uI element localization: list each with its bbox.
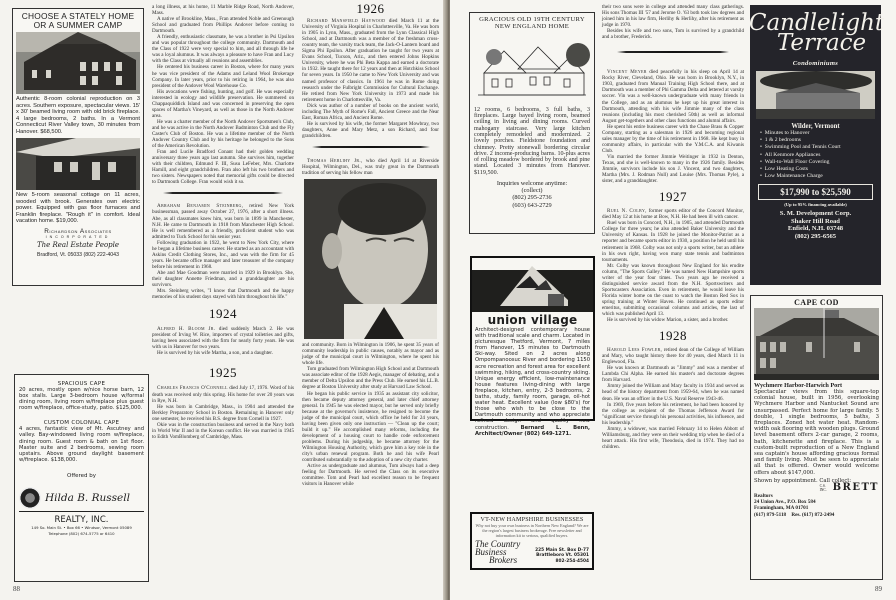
page-number-right: 89 <box>875 585 882 593</box>
feature-item: • 1 & 2 bedrooms <box>760 137 875 144</box>
cape-description: Spectacular views from this square-top colonial house, built in 1956, overlooking Wychmere Harbor and Nantucket Sound are unsurpassed. Perfect home for large family. 5 double, 1 single bedrooms, 5 baths, 3 fireplaces. Zoned hot water heat. Random-width oak flooring with wooden plugs. Ground level basement offers 2-car garage, 2 rooms, bath, kitchenette and fireplace. This is a custom-built reproduction of a New England sea captain's house affording gracious formal and family living. Must be seen to appreciate all that is offered. Owner would welcome offers about $147,000. <box>754 389 879 476</box>
developer-name: S. M. Development Corp. <box>779 210 852 218</box>
condominiums-label: Condominiums <box>792 60 839 67</box>
obituary-column-1 <box>152 4 294 440</box>
conant-continued-3: A friendly, enthusiastic classmate, he was a brother in Psi Upsilon and was popular throughout the college community. Dartmouth and the Class of 1922 were very special to him, and all through life he was a loyal alumnus. It was always a pleasure to have Fran and Lucy with the Class at virtually all reunions and assemblies. <box>152 34 294 65</box>
firm-name: Richardson Associates <box>44 227 112 235</box>
listing-spacious-cape: 20 acres, mostly open w/nice horse barn, 12 box stalls. Large 3-bedroom house w/formal dining room, living room w/fireplace plus guest room w/fireplace, office-study, patio. $125,000. <box>19 387 144 412</box>
union-contact: Bernard L. Benn, Architect/Owner (802) 649-1271. <box>475 424 590 437</box>
colby-text-1: former sports editor of the Concord Monitor, died May 12 at his home at Bow, N.H. He had been ill with cancer. <box>602 208 744 221</box>
conant-continued-1: a long illness, at his home, 11 Marble Ridge Road, North Andover, Mass. <box>152 4 294 17</box>
union-village-description <box>472 327 593 437</box>
class-year-1926: 1926 <box>356 1 385 16</box>
ad-country-business-brokers <box>470 512 594 570</box>
house-photo-icon <box>16 32 140 94</box>
firm-suffix: INCORPORATED <box>45 234 111 239</box>
developer-street: Shaker Hill Road <box>791 217 840 225</box>
feature-item: • Low Maintenance Charge <box>760 173 875 180</box>
union-village-title: union village <box>487 313 578 327</box>
brett-phones: (617) 879-5118 Res. (617) 872-2494 <box>754 511 835 518</box>
ad-hilda-russell-realty <box>14 374 149 582</box>
obituary-column-2 <box>302 1 439 488</box>
bloom-name: Alfred H. Bloom Jr. <box>157 326 216 333</box>
firm-tagline: The Real Estate People <box>36 240 120 249</box>
steinberg-name: Abraham Benjamin Steinberg, <box>157 203 244 210</box>
phone-2: (603) 643-2729 <box>512 201 552 209</box>
portrait-icon <box>304 179 437 339</box>
brand-wordmark <box>748 10 885 56</box>
biz-footer <box>475 540 589 564</box>
seal-icon <box>19 487 41 509</box>
conant-continued-4: He centered his business career in Boston, where for many years he was vice president of the Adams and Leland Wool Brokerage Company. In later years, prior to his retiring in 1964, he was also president of the Andover Wool Warehouse Co. <box>152 64 294 89</box>
cape-cod-title: CAPE COD <box>794 298 839 307</box>
inquiries-label: Inquiries welcome anytime: <box>496 180 568 188</box>
biz-address-1: 225 Main St. Box D-77 <box>535 547 589 553</box>
oconnell-name: Charles Francis O'Connell <box>157 385 228 392</box>
steinberg-text-2: Following graduation in 1922, he went to New York City, where he began a lifetime business career. He started as an accountant with Askins Credit Clothing Stores, Inc., and was with the firm for 45 years. He became office manager and later treasurer of the company before his retirement in 1968. <box>152 239 294 270</box>
cottage-photo-icon <box>16 138 140 190</box>
russell-telephone: Telephone (802) 674-5775 or 6410 <box>48 530 115 536</box>
conant-continued-5: His avocations were fishing, hunting, and golf. He was especially interested in ecology and wildlife preservation. He summered on Chappaquiddick Island and was concerned in preserving the open spaces of Martha's Vineyard, as well as those in the North Andover area. <box>152 88 294 119</box>
brett-address-1: 24 Union Ave., P.O. Box 584 <box>754 499 816 506</box>
price-range: $17,990 to $25,590 <box>758 184 873 200</box>
fowler-name: Harold Lees Fowler, <box>607 347 663 354</box>
herlihy-portrait-photo <box>304 179 437 339</box>
financing-note: (Up to 95% financing available) <box>784 202 847 208</box>
cape-shown-by: Shown by appointment. Call collect: <box>754 477 852 484</box>
condo-location: Wilder, Vermont <box>791 123 840 130</box>
biz-address <box>535 548 589 564</box>
herlihy-intro: who died April 14 at Riverside Hospital, Wilmington, Del., was truly great in the Dartmouth tradition of serving his fellow man <box>302 157 439 177</box>
oconnell-text-2: He was born in Cambridge, Mass., in 1904 and attended the Berkley Preparatory School in Boston. Remaining in Hanover only one semester, he received his B.S. degree from Cornell in 1927. <box>152 403 294 422</box>
russell-company: REALTY, INC. <box>54 514 109 525</box>
ad-cape-cod-brett <box>750 295 883 580</box>
gracious-description: 12 rooms, 6 bedrooms, 3 full baths, 3 fireplaces. Large bayed living room, beamed ceiling in living and dining rooms. Curved mahogany staircase. Very large kitchen completely remodeled and modernized. 2 lovely porches. Fieldstone foundation and chimney. Pretty stonewall bordering circular drive. 2 income-producing barns. 10-plus acres of rolling meadow bordered by brook and pine stand. Located 3 minutes from Hanover. $119,500. <box>474 106 590 176</box>
oconnell-text-1: died July 17, 1976. Word of his death was received only this spring. His home for over 20 years was in Rye, N.H. <box>152 385 295 404</box>
herlihy-text-2: Tom graduated from Wilmington High School and at Dartmouth was associate editor of the 1928 Aegis, manager of debating, and a member of Delta Upsilon and the Press Club. He earned his LL.B. degree at Boston University after study at Harvard Law School. <box>302 366 439 391</box>
herlihy-text-3: He began his public service in 1935 as assistant city solicitor, then became deputy attorney general, and later chief attorney general. In 1945 he was elected mayor, but he served only briefly because at the governor's insistence, he resigned to become the judge of the municipal court, which office he held for 24 years, having been given only one instruction — "Clean up the court; build it up." He accomplished many reforms, including the development of a housing court to handle code enforcement problems. During his judgeship, he became attorney for the Wilmington Housing Authority, which gave him a key role in the city's urban renewal program. Both he and his wife Pearl contributed substantially to the adoption of a new city charter. <box>302 390 439 464</box>
conant-continued-6: He was a charter member of the North Andover Sportsmen's Club, and he was active in the North Andover Badminton Club and the Fly Caster's Club of Boston. He was a lifetime member of the North Andover Country Club and by his heritage he belonged to the Sons of the American Revolution. <box>152 118 294 150</box>
brand-line-1: Candlelight <box>748 10 885 36</box>
section-divider <box>617 51 729 53</box>
meyer-text-2: He spent his entire business career with the Chase Brass & Copper Company, starting as a salesman in 1926 and becoming regional sales manager by the time of his retirement in 1968. He kept busy in community affairs, in particular with the Y.M.C.A. and Kiwanis Club. <box>602 123 744 154</box>
fowler-text-5: Jimmy, a widower, was married February 14 to Helen Abbott of Williamsburg, and they were on their wedding trip when he died of a heart attack. His first wife, Theodosia, died in 1974. They had no children. <box>602 425 744 450</box>
listing-cottage: New 5-room seasonal cottage on 11 acres, wooded with brook. Generates own electric power. Equipped with gas floor furnaces and Franklin fireplace. "Rough it" in comfort. Ideal vacation home. $19,000. <box>16 192 140 224</box>
fowler-text-3: Jimmy joined the William and Mary faculty in 1934 and served as head of the history department from 1959-64, when he was named dean. He was an officer in the U.S. Naval Reserve 1943-46. <box>602 383 744 402</box>
class-year-1927: 1927 <box>659 189 687 205</box>
logo-line-2: Business <box>475 547 507 557</box>
realtors-label: Realtors <box>754 493 773 500</box>
developer-phone: (802) 295-6565 <box>794 232 837 240</box>
biz-headline: VT-NEW HAMPSHIRE BUSINESSES <box>480 517 584 523</box>
listing-colonial: Authentic 8-room colonial reproduction on 3 acres. Southern exposure, spectacular views. 15' x 30' beamed living room with old brick fireplace. 4 large bedrooms, 2 baths. In a Vermont Connecticut River Valley town, 30 minutes from Hanover. $68,500. <box>16 96 140 135</box>
condo-features-list <box>760 130 875 180</box>
herlihy-text-4: Active as undergraduate and alumnus, Tom always had a deep feeling for Dartmouth. He served the Class on its executive committee. Tom and Pearl had excellent reason to be frequent visitors in Hanover while <box>302 463 439 488</box>
house-sketch-icon <box>474 33 590 105</box>
condo-photo <box>756 71 875 119</box>
ad-candlelight-terrace <box>748 5 885 285</box>
conant-continued-2: A native of Brookline, Mass., Fran attended Noble and Greenough School and graduated from Phillips Andover before coming to Dartmouth. <box>152 16 294 35</box>
haywood-text-2: Dick was author of a number of books on the ancient world, including The Myth of Rome's Fall, Ancient Greece and the Near East, Roman Africa, and Ancient Rome. <box>302 102 439 121</box>
country-business-brokers-logo <box>475 540 520 564</box>
class-year-1925: 1925 <box>209 365 237 381</box>
cape-house-photo <box>754 308 879 380</box>
meyer-text-1: died peacefully in his sleep on April 14 at Rocky River, Cleveland, Ohio. He was born in Brooklyn, N.Y., in 1903, graduated from Manual Training High School there, and at Dartmouth was a member of Phi Gamma Delta and lettered at varsity soccer. Vin was a well-known undergraduate with many friends in the College, and as an alumnus he kept up his great interest in Dartmouth, attending with his wife Jimmie many of the class reunions (including his most cherished 50th) as well as informal August get-togethers and other class functions and alumni affairs. <box>602 69 744 124</box>
haywood-text-1: died March 11 at the University of Virginia Hospital in Charlottesville, Va. He was born in 1905 in Lynn, Mass., graduated from the Lynn Classical High School, and at Dartmouth was a member of the freshman cross-country team, the varsity track team, the Jack-O-Lantern board and Sigma Phi Epsilon. After graduation he taught for two years at Evans School, Tucson, Ariz., and then entered Johns Hopkins University, where he was Phi Beta Kappa and earned a doctorate in 1932. He taught there for 12 years and then at Hotchkiss School for seven years. In 1950 he came to New York University and was named professor of classics. In 1961 he was in Rome doing research under the Fulbright Commission for Cultural Exchange. He retired from New York University in 1973 and made his retirement home in Charlottesville, Va. <box>302 18 439 103</box>
ad-headline: GRACIOUS OLD 19TH CENTURY NEW ENGLAND HOME <box>479 16 585 31</box>
biz-description: Why not buy your own business in Northern New England? We are the region's largest business brokerage. Free newsletter and information kit to serious, qualified buyers. <box>475 523 589 538</box>
russell-logo <box>19 487 144 512</box>
collect-label: (collect) <box>521 187 543 195</box>
colonial-house-photo <box>16 32 140 94</box>
haywood-name: Richard Mansfield Haywood <box>307 18 386 25</box>
obituary-column-3 <box>602 4 744 450</box>
herlihy-text-1: and community. Born in Wilmington in 1906, he spent 35 years of community leadership in public causes, notably as mayor and as judge of the municipal court in Wilmington, where he spent his whole life. <box>302 342 439 367</box>
oconnell-text-3: Okie was in the construction business and served in the Navy both in World War II and in the Korean conflict. He was married in 1945 to Edith VomBlomberg of Cambridge, Mass. <box>152 421 294 440</box>
logo-line-1: The Country <box>475 539 521 549</box>
cape-house-photo-icon <box>754 308 879 380</box>
left-page-88 <box>0 0 446 600</box>
developer-city: Enfield, N.H. 03748 <box>787 225 844 233</box>
fowler-text-1: retired dean of the College of William and Mary, who taught history there for 40 years, died March 11 in Englewood, Fla. <box>602 347 744 366</box>
bloom-text-2: He is survived by his wife Martha, a son, and a daughter. <box>157 350 273 357</box>
page-number-left: 88 <box>13 585 20 593</box>
feature-item: • Low Heating Costs <box>760 166 875 173</box>
listing-custom-colonial: 4 acres, fantastic view of Mt. Ascutney and valley. Bay-windowed living room w/fireplace, dining room. Guest room & bath on 1st floor. Master suite and 2 bedrooms, sewing room upstairs. Above ground daylight basement w/fireplace. $138,000. <box>19 426 144 463</box>
colby-text-2: Ruel was born in Concord, N.H., in 1905, and attended Dartmouth College for three years; he also attended Baker University and the University of Kansas. In 1928 he joined the Monitor-Patriot as a reporter and became sports editor in 1930, a position he held until his retirement in 1968. Colby was not only a sports writer, but an athlete in his own right, having won many state tennis and badminton tournaments. <box>602 220 744 263</box>
fowler-text-2: He was known at Dartmouth as "Jimmy" and was a member of Lambda Chi Alpha. He earned his master's and doctorate degrees from Harvard. <box>602 365 744 384</box>
colby-text-3: Mr. Colby was known throughout New England for his erudite column, "The Sports Galley." He was named New Hampshire sports writer of the year four times. Two years ago he received a distinguished service award from the N.H. Sportswriters and Sportscasters Association. Even in retirement, he would leave his Florida winter home on the coast to watch the Boston Red Sox in spring training at Winter Haven. He continued as sports editor emeritus, submitting occasional columns and articles, the last of which was published April 13. <box>602 262 744 318</box>
meyer-text-3: Vin married the former Jimmie Weitinger in 1932 in Denton, Texas, and she is well-known to many in the 1926 family. Besides Jimmie, survivors include his son J. Vincent, and two daughters, Martha (Mrs. J. Rodman Null) and Louise (Mrs. Thomas Pyle), a sister, and a granddaughter. <box>602 153 744 185</box>
feature-item: • All Kenmore Appliances <box>760 152 875 159</box>
brand-line-2: Terrace <box>776 30 867 56</box>
contemporary-house-photo <box>472 258 593 312</box>
ad-gracious-new-england-home <box>469 12 595 234</box>
fowler-text-4: In 1969, five years before his retirement, he had been honored by the college as recipient of the Thomas Jefferson Award for "significant service through his personal activities, his influence, and his leadership." <box>602 401 744 426</box>
herlihy-cont-2: Besides his wife and two sons, Tom is survived by a grandchild and a brother, Frederick. <box>602 28 744 41</box>
colby-name: Ruel N. Colby, <box>607 208 647 215</box>
class-year-1924: 1924 <box>209 306 237 322</box>
condo-photo-icon <box>756 71 875 119</box>
cape-location: Wychmere Harbor-Harwich Port <box>754 382 843 389</box>
steinberg-text-4: Mrs. Steinberg writes, "I know that Dartmouth and the happy memories of his student days stayed with him throughout his life." <box>152 288 294 301</box>
herlihy-cont-1: their two sons were in college and attended many class gatherings. His sons Thomas III '57 and Jerome O. '63 both took law degrees and joined him in his law firm, Herlihy & Herlihy, after his retirement as judge in 1970. <box>602 4 744 29</box>
union-description-text: Architect-designed contemporary house with traditional scale and charm. Located in picturesque Thetford, Vermont, 7 miles from Hanover, 15 minutes to Dartmouth Ski-way. Sited on 2 acres along Ompompanoosuc River and bordering 1150 acre recreation and forest area for excellent swimming, hiking, and cross-country skiing. Unique energy efficient, low-maintenance house features living-dining with large fireplace, kitchen, entry, 2-3 bedrooms, 2 baths, study, family room, garage, oil-hot water heat. Excellent value (low $80's) for those who wish to be close to the Dartmouth community and who appreciate refined design and quality new construction. <box>475 327 590 431</box>
feature-item: • Wall-to-Wall Floor Covering <box>760 159 875 166</box>
brett-contact <box>754 493 879 518</box>
russell-script-name: Hilda B. Russell <box>45 491 130 504</box>
ad-richardson-associates <box>12 8 144 286</box>
firm-address: Bradford, Vt. 05033 (802) 222-4043 <box>37 251 119 258</box>
house-sketch <box>474 33 590 105</box>
section-divider <box>163 192 283 194</box>
biz-phone: 802-254-4504 <box>555 558 589 564</box>
brett-prefix: C.S. INC. <box>819 483 827 492</box>
conant-continued-7: Fran and Lucile Bradford Conant had their golden wedding anniversary three years ago last autumn. She survives him, together with their children, Edmund F. III, Susu LeFeber, Mrs. Charlotte Hamill, and eight grandchildren. Fran also left his two brothers and two sisters. Newspapers noted that memorial gifts could be directed to Dartmouth College. Fran would wish it so. <box>152 149 294 186</box>
right-page-89 <box>450 0 896 600</box>
biz-address-2: Brattleboro Vt. 05301 <box>536 553 589 559</box>
developer-info <box>756 210 875 240</box>
bloom-text-1: died suddenly March 2. He was president of Irving W. Rice, importers of crystal toiletries and gifts, having been associated with the firm for nearly forty years. He was with us in Hanover for two years. <box>152 326 294 351</box>
meyer-name: Vincent Meyer <box>607 69 647 76</box>
steinberg-text-1: retired New York businessman, passed away October 27, 1976, after a short illness. Abe, as all classmates knew him, was born in 1899 in Manchester, N.H. He came to Dartmouth in 1918 from Manchester High School. He is well remembered as a friendly, proficient student who was admitted to Tuck School for his senior year. <box>152 203 294 240</box>
class-year-1928: 1928 <box>659 328 687 344</box>
brett-brand: BRETT <box>832 482 879 494</box>
cottage-photo <box>16 138 140 190</box>
colby-text-4: He is survived by his widow Marion, a sister, and a brother. <box>607 317 729 324</box>
steinberg-text-3: Abe and Mae Goodman were married in 1929 in Brooklyn. She, their daughter Annette Friedman, and a granddaughter are his survivors. <box>152 269 294 289</box>
ad-union-village <box>470 256 595 437</box>
listing-title-spacious-cape: SPACIOUS CAPE <box>57 381 106 387</box>
haywood-text-3: He is survived by his wife, the former Margaret Mowbray, two daughters, Anne and Mary Metz, a son Richard, and four grandchildren. <box>302 120 439 139</box>
logo-line-3: Brokers <box>489 555 518 565</box>
russell-address: 149 So. Main St. • Box 66 • Windsor, Vermont 05089 <box>31 524 132 530</box>
herlihy-name: Thomas Herlihy Jr., <box>307 157 363 164</box>
ad-headline: CHOOSE A STATELY HOME OR A SUMMER CAMP <box>21 11 135 30</box>
feature-item: • Swimming Pool and Tennis Court <box>760 144 875 151</box>
section-divider <box>312 146 430 148</box>
offered-by-label: Offered by <box>66 472 96 479</box>
phone-1: (802) 295-2736 <box>512 194 552 202</box>
listing-title-custom-colonial: CUSTOM COLONIAL CAPE <box>43 420 120 427</box>
brett-address-2: Framingham, MA 01701 <box>754 505 809 512</box>
feature-item: • Minutes to Hanover <box>760 130 875 137</box>
contemporary-house-icon <box>472 258 593 312</box>
candlelight-brand <box>748 9 885 57</box>
